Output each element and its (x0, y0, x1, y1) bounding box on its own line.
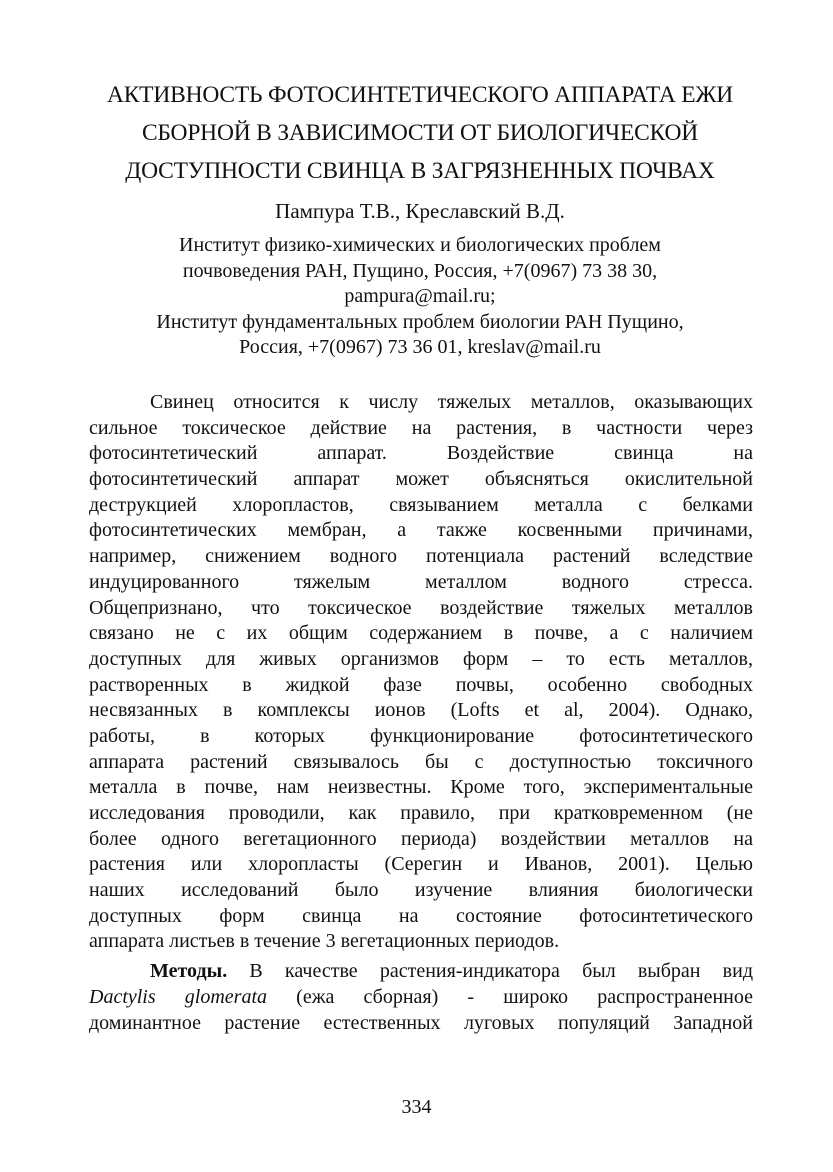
text-line: Общепризнано, что токсическое воздействие тяжелых металлов (89, 596, 753, 619)
text-line (89, 985, 753, 1011)
affiliation-line: Институт физико-химических и биологических проблем (179, 234, 661, 256)
text-line: доступных для живых организмов форм – то есть металлов, (89, 647, 753, 670)
text-line: аппарата листьев в течение 3 вегетационных периодов. (89, 930, 560, 953)
text-line: металла в почве, нам неизвестны. Кроме того, экспериментальные (89, 776, 753, 799)
affiliation-line: Россия, +7(0967) 73 36 01, kreslav@mail.ru (239, 336, 601, 358)
text-line: деструкцией хлоропластов, связыванием металла с белками (89, 493, 753, 516)
affiliation-line: Институт фундаментальных проблем биологии РАН Пущино, (156, 310, 684, 333)
text-line: исследования проводили, как правило, при кратковременном (не (89, 802, 753, 824)
text-line: фотосинтетический аппарат может объясняться окислительной (89, 468, 753, 491)
text-line: связано не с их общим содержанием в почве, а с наличием (89, 622, 753, 645)
text-line: растворенных в жидкой фазе почвы, особенно свободных (89, 673, 753, 696)
authors: Пампура Т.В., Креславский В.Д. (275, 199, 565, 223)
text-line: Свинец относится к числу тяжелых металлов, оказывающих (150, 391, 753, 413)
text-line: сильное токсическое действие на растения, в частности через (89, 416, 753, 439)
text-line: доминантное растение естественных луговых популяций Западной (89, 1011, 753, 1034)
text-line: растения или хлоропласты (Серегин и Иванов, 2001). Целью (89, 853, 753, 876)
species-latin-name: Dactylis glomerata (89, 985, 268, 1008)
page-number: 334 (401, 1096, 432, 1118)
text-line: наших исследований было изучение влияния биологически (89, 879, 753, 902)
affiliation-line: почвоведения РАН, Пущино, Россия, +7(0967) 73 38 30, (182, 259, 658, 282)
text-line: более одного вегетационного периода) воздействии металлов на (89, 827, 753, 850)
text-line: фотосинтетический аппарат. Воздействие свинца на (89, 442, 753, 465)
methods-heading: Методы. (150, 960, 228, 983)
text-line: например, снижением водного потенциала растений вследствие (89, 545, 753, 568)
paragraph-introduction (89, 390, 753, 955)
affiliation-email: pampura@mail.ru; (344, 285, 496, 307)
paragraph-methods (89, 959, 753, 1036)
text-line: работы, в которых функционирование фотосинтетического (89, 724, 753, 747)
text-line: фотосинтетических мембран, а также косвенными причинами, (89, 519, 753, 542)
text-line: несвязанных в комплексы ионов (Lofts et al, 2004). Однако, (89, 699, 753, 722)
text-line (89, 959, 753, 985)
article-title (88, 76, 752, 190)
methods-text: (ежа сборная) - широко распространенное (267, 985, 753, 1008)
text-line: доступных форм свинца на состояние фотосинтетического (89, 904, 753, 927)
text-line: индуцированного тяжелым металлом водного стресса. (89, 570, 753, 593)
article-body (89, 390, 753, 1036)
title-line-2: СБОРНОЙ В ЗАВИСИМОСТИ ОТ БИОЛОГИЧЕСКОЙ (141, 120, 699, 146)
title-line-1: АКТИВНОСТЬ ФОТОСИНТЕТИЧЕСКОГО АППАРАТА ЕЖИ (106, 82, 734, 108)
methods-text: В качестве растения-индикатора был выбран вид (227, 960, 753, 983)
affiliations (88, 233, 752, 361)
text-line: аппарата растений связывалось бы с доступностью токсичного (89, 750, 753, 773)
title-line-3: ДОСТУПНОСТИ СВИНЦА В ЗАГРЯЗНЕННЫХ ПОЧВАХ (125, 158, 715, 184)
